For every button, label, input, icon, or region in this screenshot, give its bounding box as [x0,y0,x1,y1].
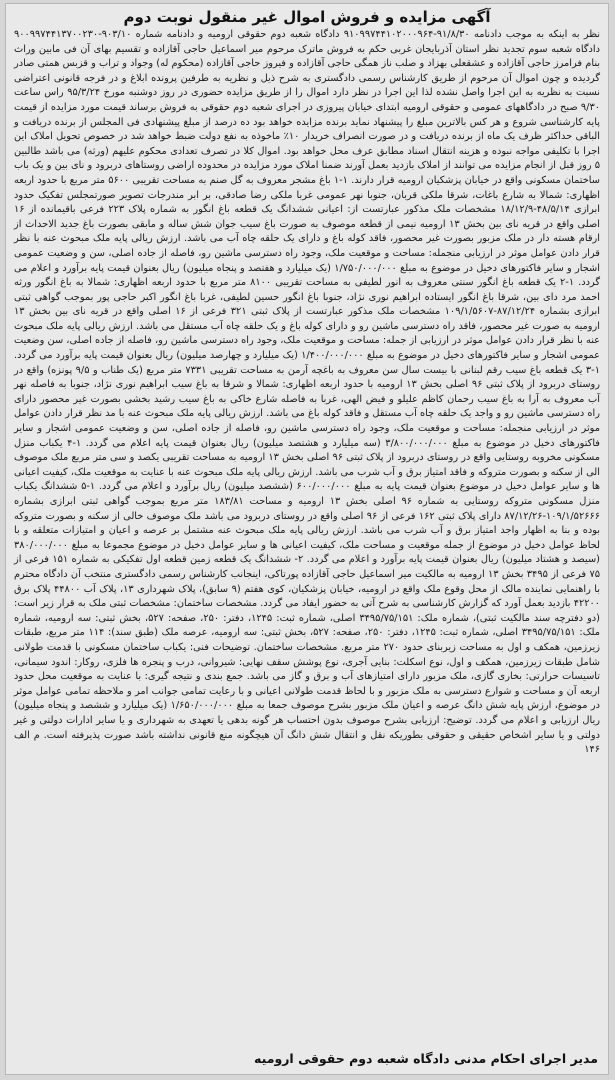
newspaper-clipping [5,3,609,1075]
notice-title: آگهی مزایده و فروش اموال غیر منقول نوبت دوم [123,8,491,26]
notice-signature: مدیر اجرای احکام مدنی دادگاه شعبه دوم حقوقی ارومیه [254,1051,598,1066]
notice-body: نظر به اینکه به موجب دادنامه ۹۱/۸/۳۰-۹۱۰۹۹۷۴۴۱۰۲۰۰۰۹۶۴ دادگاه شعبه دوم حقوقی ارومیه و دادنامه شماره ۹۰۳/۱۰-۹۰۰۹۹۷۴۴۱۳۷۰۰۲۳۰ دادگاه شعبه سوم تجدید نظر استان آذربایجان غربی حکم به فروش ماترک مرحوم میر اسماعیل حاجی آقازاده و تقسیم بهای آن فی مابین وراث بنام فرامرز حاجی آقازاده و عشقعلی بهزاد و صلب ناز همگی حاجی آقازاده و فیروز حاجی آقازاده (محکوم له) وجواد و تراب و قزبس همتی صادر گردیده و چون اموال آن مرحوم از طریق کارشناس رسمی دادگستری به شرح ذیل و نظریه به طرفین پرونده ابلاغ و در فرجه قانونی اعتراضی نسبت به نظریه به این اجرا واصل نشده لذا این اجرا در نظر دارد اموال را از طریق مزایده حضوری در روز دوشنبه مورخ ۹۵/۳/۲۴ راس ساعت ۹/۳۰ صبح در دادگاههای عمومی و حقوقی ارومیه ابتدای خیابان پیروزی در اجرای شعبه دوم حقوقی به فروش برساند قیمت مورد مزایده از قیمت پایه کارشناسی شروع و هر کس بالاترین مبلغ را پیشنهاد نماید برنده مزایده خواهد بود ده درصد از مبلغ پیشنهادی فی المجلس از برنده دریافت و الباقی حداکثر ظرف یک ماه از برنده دریافت و در صورت انصراف خریدار ۱۰٪ ماخوذه به نفع دولت ضبط خواهد شد در خصوص تحویل املاک این اجرا با تکلیفی مواجه نبوده و هزینه انتقال اسناد مطابق عرف محل خواهد بود. اموال کلا در تصرف تعدادی محکوم علیهم (ورثه) می باشد طالبین ۵ روز قبل از انجام مزایده می توانند از املاک بازدید بعمل آورند ضمنا املاک مورد مزایده در محدوده اراضی روستاهای دربرود و نای بین و یک باب ساختمان مسکونی واقع در خیابان پزشکیان ارومیه قرار دارند. ۱-۱ باغ مشجر معروف به گل صنم به مساحت تقریبی ۵۶۰۰ متر مربع با حدود اربعه اظهاری: شمالا به شارع باغات، شرقا ملکی قربان، جنوبا نهر عمومی غربا ملکی رضا صادقی، بر ابر مندرجات تصویر صورتمجلس تفکیک حدود ابرازی ۴۸/۵/۱۴-۱۸/۱۲/۹ مشخصات ملک مذکور عبارتست از: اعیانی ششدانگ یک قطعه باغ انگور به شماره پلاک ۲۲۳ فرعی باقیمانده از ۱۶ اصلی واقع در قریه نای بین بخش ۱۳ ارومیه نیمی از قطعه موصوف به صورت باغ سیب جوان شش ساله و مابقی بصورت باغ جدید الاحداث از ارقام هسته دار در ملک مزبور بصورت غیر محصور، فاقد کوله باغ و دارای یک حلقه چاه آب می باشد. ارزش ریالی پایه ملک مبحوث عنه با نظر قرار دادن عوامل موثر در ارزیابی منجمله: مساحت و موقعیت ملک، وجود راه دسترسی ماشین رو، فاصله از جاده اصلی، سن و وضعیت عمومی اشجار و سایر فاکتورهای دخیل در موضوع به مبلغ ۱/۷۵۰/۰۰۰/۰۰۰ (یک میلیارد و هفتصد و پنجاه میلیون) ریال بعنوان قیمت پایه برآورد و اعلام می گردد. ۱-۲ یک قطعه باغ انگور سنتی معروف به انور لطیفی به مساحت تقریبی ۸۱۰۰ متر مربع با حدود اربعه اظهاری: شمالا به باغ انگور ورثه احمد مرد دای بین، شرقا باغ انگور ایستاده ابراهیم نوری نژاد، جنوبا باغ انگور حسین لطیفی، غربا باغ انگور اکبر حاجی پور بموجب گواهی ثبتی ابرازی بشماره ۸۷/۱۲/۲۴-۱۰۹/۱/۵۶۰۷ مشخصات ملک مذکور عبارتست از پلاک ثبتی ۳۲۱ فرعی از ۱۶ اصلی واقع در قریه نای بین بخش ۱۳ ارومیه به صورت غیر محصور، فاقد راه دسترسی ماشین رو و دارای کوله باغ و یک حلقه چاه آب مستقل می باشد. ارزش ریالی پایه ملک مبحوث عنه با نظر قرار دادن عوامل موثر در ارزیابی از جمله: مساحت و موقعیت ملک، وجود راه دسترسی ماشین رو، فاصله از جاده اصلی، سن وضعیت عمومی اشجار و سایر فاکتورهای دخیل در موضوع به مبلغ ۱/۴۰۰/۰۰۰/۰۰۰ (یک میلیارد و چهارصد میلیون) ریال بعنوان قیمت پایه برآورد می گردد. ۱-۳ یک قطعه باغ سیب رقم لبنانی با بیست سال سن معروف به باغچه آرمن به مساحت تقریبی ۷۳۳۱ متر مربع (یک طناب و ۹/۵ پونزه) واقع در روستای دربرود از پلاک ثبتی ۹۶ اصلی بخش ۱۳ ارومیه با حدود اربعه اظهاری: شمالا و شرقا به باغ سیب ابراهیم نوری نژاد، جنوبا به فاصله نهر آب معروف به آرا به باغ سیب رحمان کاظم علیلو و فیض الهی، غربا به فاصله شارع خاکی به باغ سیب رشید بخشی بصورت غیر محصور دارای راه دسترسی ماشین رو و واجد یک حلقه چاه آب مستقل و فاقد کوله باغ می باشد. ارزش ریالی پایه ملک مبحوث عنه با مد نظر قرار دادن عوامل موثر در ارزیابی منجمله: مساحت و موقعیت ملک، وجود راه دسترسی ماشین رو، فاصله از جاده اصلی، سن و وضعیت عمومی اشجار و سایر فاکتورهای دخیل در موضوع به مبلغ ۳/۸۰۰/۰۰۰/۰۰۰ (سه میلیارد و هشتصد میلیون) ریال بعنوان قیمت پایه اعلام می گردد. ۱-۴ یکباب منزل مسکونی مخروبه روستایی واقع در روستای دربرود از پلاک ثبتی ۹۶ اصلی بخش ۱۳ ارومیه به مساحت تقریبی یکصد و سی متر مربع ملک موصوف الی از سکنه و بصورت متروکه و فاقد امتیاز برق و آب شرب می باشد. ارزش ریالی پایه ملک مبحوث عنه با عنایت به موقعیت ملک، کیفیت اعیانی ها و سایر عوامل دخیل در موضوع بعنوان قیمت پایه به مبلغ ۶۰۰/۰۰۰/۰۰۰ (ششصد میلیون) ریال برآورد و اعلام می گردد. ۱-۵ ششدانگ یکباب منزل مسکونی متروکه روستایی به شماره ۹۶ اصلی بخش ۱۳ ارومیه و مساحت ۱۸۳/۸۱ متر مربع بموجب گواهی ثبتی ابرازی بشماره ۱۰۹/۱/۵۲۶۶۶-۸۷/۱۲/۲۶ دارای پلاک ثبتی ۱۶۲ فرعی از ۹۶ اصلی واقع در روستای دربرود می باشد ملک موصوف خالی از سکنه و بصورت متروکه بوده و بنا به اظهار واجد امتیاز برق و آب شرب می باشد. ارزش ریالی پایه ملک مبحوث عنه مشتمل بر عرصه و اعیان و امتیازات متعلقه و با لحاظ عوامل دخیل در موضوع از جمله موقعیت و مساحت ملک، کیفیت اعیانی ها و سایر عوامل دخیل در موضوع مجموعا به مبلغ ۳۸۰/۰۰۰/۰۰۰ (سیصد و هشتاد میلیون) ریال بعنوان قیمت پایه برآورد و اعلام می گردد. ۲- ششدانگ یک قطعه زمین قطعه اول تفکیکی به شماره ۱۵۱ فرعی از ۷۵ فرعی از ۳۴۹۵ بخش ۱۳ ارومیه به مالکیت میر اسماعیل حاجی آقازاده پورتاکی، اینجانب کارشناس رسمی دادگستری منتخب آن دادگاه محترم با راهنمایی نماینده مالک از محل وقوع ملک واقع در ارومیه، خیابان پزشکیان، کوی هفتم (۹ سابق)، پلاک شهرداری ۱۳، پلاک آب ۴۴۸۰۰ پلاک برق ۴۲۲۰۰ بازدید بعمل آورد که گزارش کارشناسی به شرح آتی به حضور ایفاد می گردد. مشخصات ساختمان: مشخصات ثبتی ملک به قرار زیر است: (دو دفترچه سند مالکیت ثبتی)، شماره ملک: ۳۴۹۵/۷۵/۱۵۱ اصلی، شماره ثبت: ۱۲۴۵، دفتر: ۲۵۰، صفحه: ۵۲۷، بخش ثبتی: سه ارومیه، شماره ملک: ۳۴۹۵/۷۵/۱۵۱ اصلی، شماره ثبت: ۱۲۴۵، دفتر: ۲۵۰، صفحه: ۵۲۷، بخش ثبتی: سه ارومیه، عرصه ملک (طبق سند): ۱۱۴ متر مربع، طبقات زیرزمین، همکف و اول به مساحت زیربنای حدود ۲۷۰ متر مربع. مشخصات ساختمان. توضیحات فنی: یکباب ساختمان مسکونی با قدمت طولانی شامل طبقات زیرزمین، همکف و اول، نوع اسکلت: بنایی آجری، نوع پوشش سقف نهایی: شیروانی، درب و پنجره ها فلزی، روکار: اندود سیمانی، تاسیسات حرارتی: بخاری گازی، ملک مزبور دارای امتیازهای آب و برق و گاز می باشد. جمع بندی و نتیجه گیری: با عنایت به موقعیت محل حدود اربعه آن و مساحت و شوارع دسترسی به ملک مزبور و با لحاظ قدمت طولانی اعیانی و با رعایت تمامی جوانب امر و ملاحظه تمامی عوامل موثر در موضوع، ارزش پایه شش دانگ عرصه و اعیان ملک مزبور بشرح موصوف جمعا به مبلغ ۱/۶۵۰/۰۰۰/۰۰۰ (یک میلیارد و ششصد و پنجاه میلیون) ریال ارزیابی و اعلام می گردد. توضیح: ارزیابی بشرح موصوف بدون احتساب هر گونه بدهی یا تعهدی به شهرداری و یا سایر ادارات دولتی و غیر دولتی و یا سایر اشخاص حقیقی و حقوقی بطوریکه نقل و انتقال شش دانگ آن هیچگونه منع قانونی نداشته باشد صورت پذیرفته است. م الف ۱۴۶ [14,29,601,756]
